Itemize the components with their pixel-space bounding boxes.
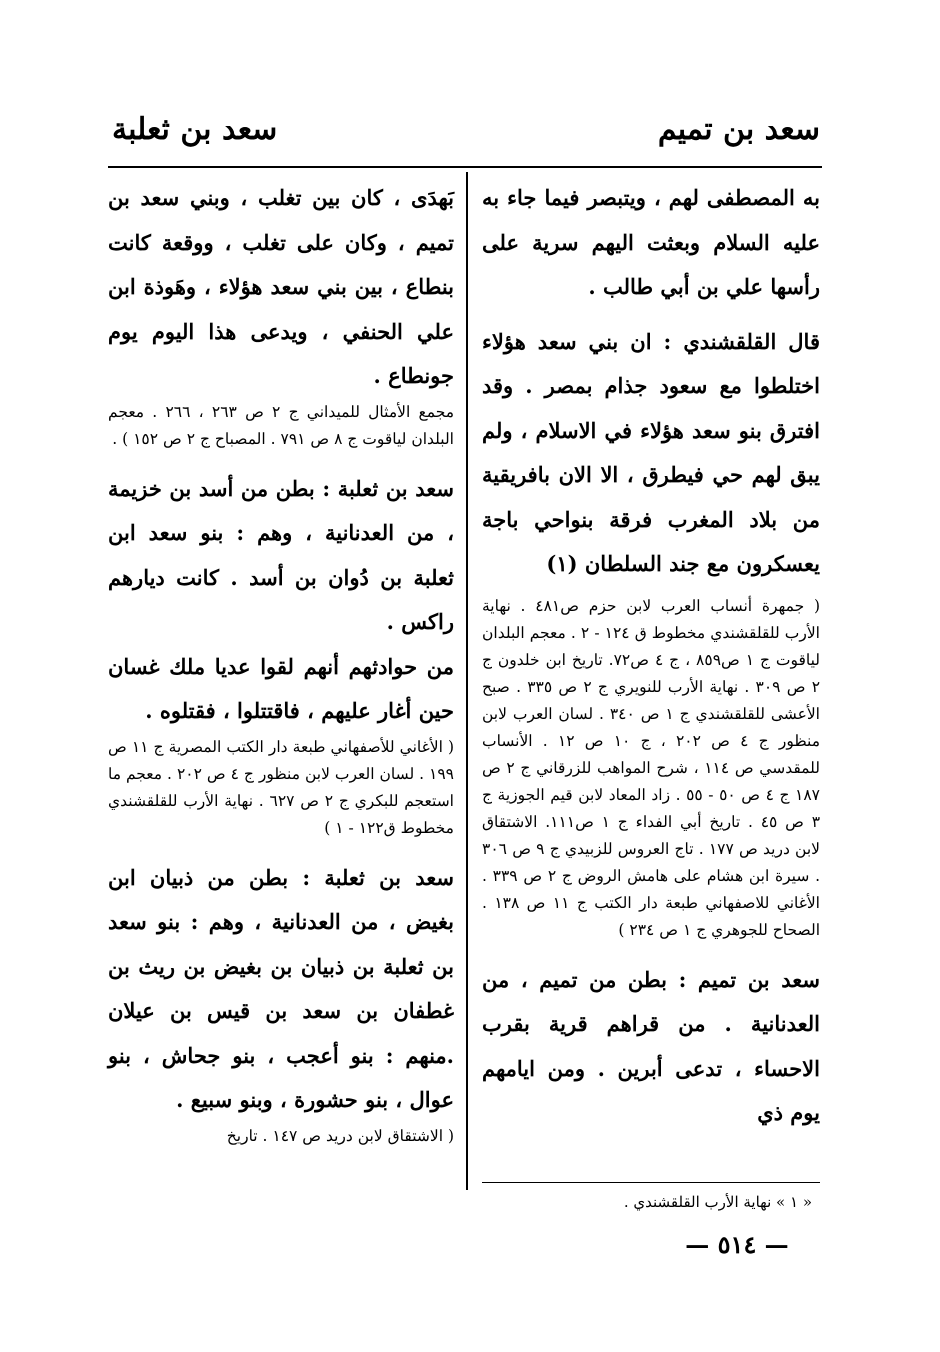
paragraph-continuation: به المصطفى لهم ، ويتبصر فيما جاء به عليه السلام وبعثت اليهم سرية على رأسها علي بن أبي طالب . [482,185,820,299]
entry-heading: سعد بن تميم : [678,966,820,992]
paragraph-lead: قال القلقشندي : [663,328,820,354]
left-column [108,176,454,1150]
entry-saad-bin-thalaba-asad [108,467,454,645]
paragraph-qalqashandi [482,320,820,587]
running-header-left: سعد بن ثعلبة [112,112,278,147]
references-block: ( الاشتقاق لابن دريد ص ١٤٧ . تاريخ [226,1126,454,1145]
entry-body: بطن من تميم ، من العدنانية . من قراهم قرية بقرب الاحساء ، تدعى أبرين . ومن ايامهم يوم ذي [482,966,820,1125]
page-number: — ٥١٤ — [685,1230,789,1259]
footnote: « ١ » نهاية الأرب القلقشندي . [623,1193,812,1211]
footnote-divider [482,1182,820,1183]
column-divider [466,172,468,1190]
entry-body: بطن من أسد بن خزيمة ، من العدنانية ، وهم : بنو سعد ابن ثعلبة بن دُوان بن أسد . كانت ديارهم راكس . [108,475,454,634]
entry-body: بطن من ذبيان ابن بغيض ، من العدنانية ، وهم : بنو سعد بن ثعلبة بن ذبيان بن بغيض بن ريث بن غطفان بن سعد بن قيس بن عيلان .منهم : بنو أعجب ، بنو جحاش ، بنو عوال ، بنو حشورة ، وبنو سبيع . [108,864,454,1112]
entry-heading: سعد بن ثعلبة : [302,864,454,890]
references-block: مجمع الأمثال للميداني ج ٢ ص ٢٦٣ ، ٢٦٦ . معجم البلدان لياقوت ج ٨ ص ٧٩١ . المصباح ج ٢ ص ١٥٢ ) . [108,402,455,448]
references-block: ( جمهرة أنساب العرب لابن حزم ص٤٨١ . نهاية الأرب للقلقشندي مخطوط ق ١٢٤ - ٢ . معجم البلدان لياقوت ج ١ ص٨٥٩ ، ج ٤ ص٧٢. تاريخ ابن خلدون ج ٢ ص ٣٠٩ . نهاية الأرب للنويري ج ٢ ص ٣٣٥ . صبح الأعشى للقلقشندي ج ١ ص ٣٤٠ . لسان العرب لابن منظور ج ٤ ص ٢٠٢ ، ج ١٠ ص ١٢ . الأنساب للمقدسي ص ١١٤ ، شرح المواهب للزرقاني ج ٢ ص ١٨٧ ج ٤ ص ٥٠ - ٥٥ . زاد المعاد لابن قيم الجوزية ج ٣ ص ٤٥ . تاريخ أبي الفداء ج ١ ص١١١. الاشتقاق لابن دريد ص ١٧٧ . تاج العروس للزبيدي ج ٩ ص ٣٠٦ . سيرة ابن هشام على هامش الروض ج ٢ ص ٣٣٩ . الأغاني للاصفهاني طبعة دار الكتب ج ١١ ص ١٣٨ . الصحاح للجوهري ج ١ ص ٢٣٤ ) [482,596,821,939]
entry-saad-bin-tamim [482,958,820,1136]
paragraph-continuation: بَهدَى ، كان بين تغلب ، وبني سعد بن تميم ، وكان على تغلب ، ووقعة كانت بنطاع ، بين بني سعد هؤلاء ، وهَوذة ابن علي الحنفي ، ويدعى هذا اليوم يوم جونطاع . [108,185,454,388]
right-column [482,176,820,1136]
paragraph-events: من حوادثهم أنهم لقوا عديا ملك غسان حين أغار عليهم ، فاقتتلوا ، فقتلوه . [108,653,454,723]
references-block: ( الأغاني للأصفهاني طبعة دار الكتب المصرية ج ١١ ص ١٩٩ . لسان العرب لابن منظور ج ٤ ص ٢٠٢ . معجم ما استعجم للبكري ج ٢ ص ٦٢٧ . نهاية الأرب للقلقشندي مخطوط ق١٢٢ - ١ ) [108,737,455,837]
entry-heading: سعد بن ثعلبة : [322,475,454,501]
paragraph-body: ان بني سعد هؤلاء اختلطوا مع سعود جذام بمصر . وقد افترق بنو سعد هؤلاء في الاسلام ، ولم يبق لهم حي فيطرق ، الا الان بافريقية من بلاد المغرب فرقة بنواحي باجة يعسكرون مع جند السلطان (١) [482,328,820,576]
entry-saad-bin-thalaba-dhubyan [108,856,454,1123]
running-header-right: سعد بن تميم [657,112,820,147]
header-divider [108,166,822,168]
